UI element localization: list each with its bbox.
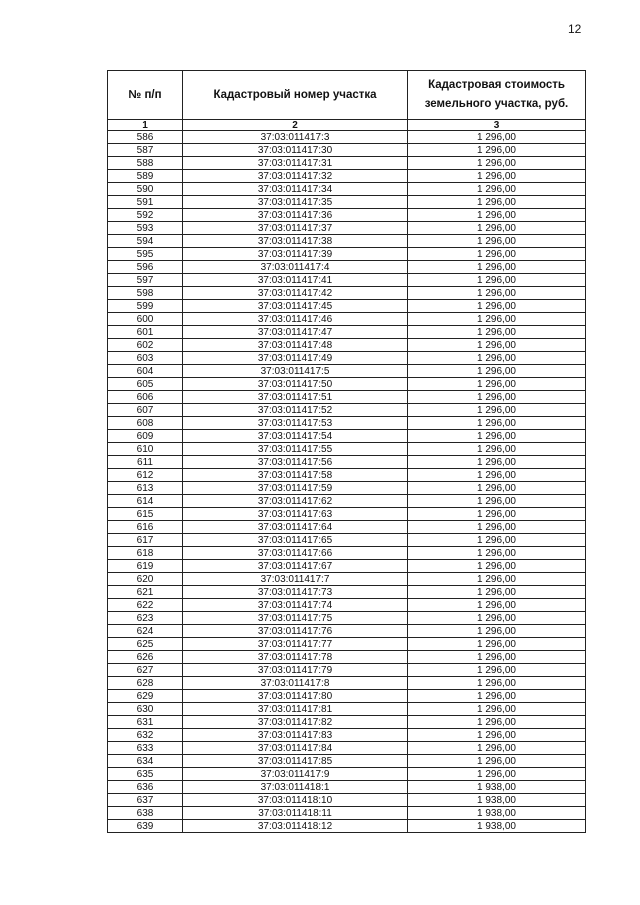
cadastral-number-cell: 37:03:011417:38 — [183, 235, 408, 248]
table-row — [108, 508, 586, 521]
table-row — [108, 651, 586, 664]
table-row — [108, 703, 586, 716]
row-number-cell: 639 — [108, 820, 183, 833]
cadastral-number-cell: 37:03:011417:55 — [183, 443, 408, 456]
table-row — [108, 729, 586, 742]
row-number-cell: 610 — [108, 443, 183, 456]
table-row — [108, 534, 586, 547]
cadastral-value-cell: 1 296,00 — [408, 482, 586, 495]
cadastral-number-cell: 37:03:011417:80 — [183, 690, 408, 703]
table-row — [108, 170, 586, 183]
table-row — [108, 287, 586, 300]
table-row — [108, 222, 586, 235]
cadastral-value-cell: 1 296,00 — [408, 404, 586, 417]
cadastral-value-cell: 1 938,00 — [408, 820, 586, 833]
table-row — [108, 690, 586, 703]
table-row — [108, 261, 586, 274]
table-row — [108, 404, 586, 417]
table-row — [108, 794, 586, 807]
row-number-cell: 594 — [108, 235, 183, 248]
row-number-cell: 586 — [108, 131, 183, 144]
row-number-cell: 629 — [108, 690, 183, 703]
row-number-cell: 616 — [108, 521, 183, 534]
cadastral-number-cell: 37:03:011417:65 — [183, 534, 408, 547]
cadastral-value-cell: 1 296,00 — [408, 326, 586, 339]
cadastral-number-cell: 37:03:011417:32 — [183, 170, 408, 183]
row-number-cell: 636 — [108, 781, 183, 794]
row-number-cell: 614 — [108, 495, 183, 508]
row-number-cell: 618 — [108, 547, 183, 560]
table-row — [108, 495, 586, 508]
column-number: 2 — [183, 120, 408, 131]
cadastral-value-cell: 1 296,00 — [408, 352, 586, 365]
cadastral-value-cell: 1 296,00 — [408, 391, 586, 404]
cadastral-number-cell: 37:03:011417:79 — [183, 664, 408, 677]
cadastral-value-cell: 1 296,00 — [408, 209, 586, 222]
cadastral-value-table — [107, 70, 586, 833]
cadastral-value-cell: 1 296,00 — [408, 378, 586, 391]
cadastral-number-cell: 37:03:011417:67 — [183, 560, 408, 573]
row-number-cell: 600 — [108, 313, 183, 326]
cadastral-number-cell: 37:03:011417:9 — [183, 768, 408, 781]
cadastral-value-cell: 1 296,00 — [408, 690, 586, 703]
row-number-cell: 625 — [108, 638, 183, 651]
table-row — [108, 183, 586, 196]
row-number-cell: 628 — [108, 677, 183, 690]
cadastral-value-cell: 1 296,00 — [408, 664, 586, 677]
cadastral-number-cell: 37:03:011417:64 — [183, 521, 408, 534]
cadastral-number-cell: 37:03:011417:63 — [183, 508, 408, 521]
cadastral-number-cell: 37:03:011417:47 — [183, 326, 408, 339]
cadastral-value-cell: 1 296,00 — [408, 716, 586, 729]
row-number-cell: 633 — [108, 742, 183, 755]
table-row — [108, 820, 586, 833]
cadastral-number-cell: 37:03:011417:39 — [183, 248, 408, 261]
cadastral-value-cell: 1 296,00 — [408, 677, 586, 690]
table-row — [108, 339, 586, 352]
cadastral-value-cell: 1 296,00 — [408, 625, 586, 638]
row-number-cell: 604 — [108, 365, 183, 378]
cadastral-number-cell: 37:03:011417:8 — [183, 677, 408, 690]
row-number-cell: 631 — [108, 716, 183, 729]
cadastral-number-cell: 37:03:011417:36 — [183, 209, 408, 222]
row-number-cell: 620 — [108, 573, 183, 586]
table-row — [108, 521, 586, 534]
cadastral-number-cell: 37:03:011417:73 — [183, 586, 408, 599]
row-number-cell: 605 — [108, 378, 183, 391]
cadastral-value-cell: 1 296,00 — [408, 248, 586, 261]
table-row — [108, 196, 586, 209]
column-number: 3 — [408, 120, 586, 131]
header-row-number: № п/п — [108, 71, 183, 120]
table-row — [108, 248, 586, 261]
cadastral-number-cell: 37:03:011417:37 — [183, 222, 408, 235]
cadastral-number-cell: 37:03:011417:5 — [183, 365, 408, 378]
cadastral-value-cell: 1 296,00 — [408, 612, 586, 625]
cadastral-value-cell: 1 296,00 — [408, 196, 586, 209]
cadastral-value-cell: 1 296,00 — [408, 300, 586, 313]
table-row — [108, 560, 586, 573]
table-row — [108, 768, 586, 781]
cadastral-number-cell: 37:03:011417:83 — [183, 729, 408, 742]
cadastral-number-cell: 37:03:011418:1 — [183, 781, 408, 794]
cadastral-number-cell: 37:03:011417:54 — [183, 430, 408, 443]
table-row — [108, 313, 586, 326]
cadastral-value-cell: 1 296,00 — [408, 495, 586, 508]
table-row — [108, 378, 586, 391]
cadastral-number-cell: 37:03:011417:59 — [183, 482, 408, 495]
row-number-cell: 621 — [108, 586, 183, 599]
table-row — [108, 300, 586, 313]
cadastral-value-cell: 1 296,00 — [408, 443, 586, 456]
table-row — [108, 131, 586, 144]
table-row — [108, 209, 586, 222]
table-row — [108, 781, 586, 794]
cadastral-value-cell: 1 296,00 — [408, 573, 586, 586]
cadastral-number-cell: 37:03:011417:50 — [183, 378, 408, 391]
row-number-cell: 622 — [108, 599, 183, 612]
cadastral-number-cell: 37:03:011417:62 — [183, 495, 408, 508]
row-number-cell: 602 — [108, 339, 183, 352]
table-row — [108, 430, 586, 443]
row-number-cell: 598 — [108, 287, 183, 300]
column-number-row — [108, 120, 586, 131]
cadastral-number-cell: 37:03:011417:7 — [183, 573, 408, 586]
row-number-cell: 589 — [108, 170, 183, 183]
row-number-cell: 611 — [108, 456, 183, 469]
cadastral-value-cell: 1 296,00 — [408, 170, 586, 183]
table-row — [108, 326, 586, 339]
header-cadastral-number: Кадастровый номер участка — [183, 71, 408, 120]
row-number-cell: 612 — [108, 469, 183, 482]
cadastral-number-cell: 37:03:011417:75 — [183, 612, 408, 625]
row-number-cell: 587 — [108, 144, 183, 157]
row-number-cell: 638 — [108, 807, 183, 820]
cadastral-value-cell: 1 296,00 — [408, 417, 586, 430]
cadastral-value-cell: 1 296,00 — [408, 651, 586, 664]
cadastral-number-cell: 37:03:011417:4 — [183, 261, 408, 274]
cadastral-value-cell: 1 296,00 — [408, 508, 586, 521]
cadastral-number-cell: 37:03:011417:82 — [183, 716, 408, 729]
cadastral-value-cell: 1 296,00 — [408, 430, 586, 443]
header-cadastral-value: Кадастровая стоимость земельного участка, руб. — [408, 71, 586, 120]
table-row — [108, 547, 586, 560]
row-number-cell: 630 — [108, 703, 183, 716]
row-number-cell: 615 — [108, 508, 183, 521]
cadastral-value-cell: 1 296,00 — [408, 456, 586, 469]
row-number-cell: 623 — [108, 612, 183, 625]
cadastral-value-cell: 1 296,00 — [408, 157, 586, 170]
cadastral-number-cell: 37:03:011417:48 — [183, 339, 408, 352]
cadastral-value-cell: 1 938,00 — [408, 807, 586, 820]
cadastral-number-cell: 37:03:011417:58 — [183, 469, 408, 482]
cadastral-number-cell: 37:03:011417:34 — [183, 183, 408, 196]
cadastral-value-cell: 1 296,00 — [408, 547, 586, 560]
row-number-cell: 637 — [108, 794, 183, 807]
cadastral-value-cell: 1 296,00 — [408, 534, 586, 547]
cadastral-value-cell: 1 296,00 — [408, 261, 586, 274]
cadastral-number-cell: 37:03:011417:56 — [183, 456, 408, 469]
table-row — [108, 612, 586, 625]
cadastral-number-cell: 37:03:011417:74 — [183, 599, 408, 612]
row-number-cell: 588 — [108, 157, 183, 170]
table-row — [108, 599, 586, 612]
row-number-cell: 592 — [108, 209, 183, 222]
column-number: 1 — [108, 120, 183, 131]
table-row — [108, 638, 586, 651]
cadastral-number-cell: 37:03:011417:85 — [183, 755, 408, 768]
row-number-cell: 591 — [108, 196, 183, 209]
table-row — [108, 807, 586, 820]
cadastral-value-cell: 1 296,00 — [408, 144, 586, 157]
cadastral-value-cell: 1 296,00 — [408, 521, 586, 534]
cadastral-value-cell: 1 296,00 — [408, 235, 586, 248]
cadastral-number-cell: 37:03:011417:84 — [183, 742, 408, 755]
cadastral-value-cell: 1 296,00 — [408, 274, 586, 287]
cadastral-number-cell: 37:03:011417:41 — [183, 274, 408, 287]
cadastral-value-cell: 1 296,00 — [408, 183, 586, 196]
cadastral-number-cell: 37:03:011417:77 — [183, 638, 408, 651]
row-number-cell: 590 — [108, 183, 183, 196]
table-row — [108, 755, 586, 768]
row-number-cell: 626 — [108, 651, 183, 664]
row-number-cell: 619 — [108, 560, 183, 573]
cadastral-value-cell: 1 938,00 — [408, 781, 586, 794]
row-number-cell: 608 — [108, 417, 183, 430]
cadastral-number-cell: 37:03:011418:11 — [183, 807, 408, 820]
row-number-cell: 634 — [108, 755, 183, 768]
cadastral-value-cell: 1 296,00 — [408, 131, 586, 144]
cadastral-number-cell: 37:03:011417:35 — [183, 196, 408, 209]
row-number-cell: 613 — [108, 482, 183, 495]
cadastral-number-cell: 37:03:011417:45 — [183, 300, 408, 313]
row-number-cell: 624 — [108, 625, 183, 638]
table-row — [108, 482, 586, 495]
row-number-cell: 596 — [108, 261, 183, 274]
cadastral-number-cell: 37:03:011417:30 — [183, 144, 408, 157]
table-row — [108, 235, 586, 248]
row-number-cell: 632 — [108, 729, 183, 742]
cadastral-number-cell: 37:03:011417:81 — [183, 703, 408, 716]
table-row — [108, 573, 586, 586]
row-number-cell: 603 — [108, 352, 183, 365]
table-row — [108, 664, 586, 677]
row-number-cell: 593 — [108, 222, 183, 235]
cadastral-value-cell: 1 296,00 — [408, 313, 586, 326]
cadastral-number-cell: 37:03:011417:53 — [183, 417, 408, 430]
row-number-cell: 601 — [108, 326, 183, 339]
row-number-cell: 617 — [108, 534, 183, 547]
cadastral-value-cell: 1 296,00 — [408, 742, 586, 755]
row-number-cell: 595 — [108, 248, 183, 261]
cadastral-value-cell: 1 296,00 — [408, 287, 586, 300]
cadastral-value-cell: 1 296,00 — [408, 703, 586, 716]
cadastral-value-cell: 1 296,00 — [408, 729, 586, 742]
table-row — [108, 157, 586, 170]
header-row — [108, 71, 586, 120]
table-body — [108, 120, 586, 833]
cadastral-value-cell: 1 296,00 — [408, 339, 586, 352]
cadastral-value-cell: 1 296,00 — [408, 586, 586, 599]
cadastral-value-cell: 1 296,00 — [408, 768, 586, 781]
cadastral-number-cell: 37:03:011417:3 — [183, 131, 408, 144]
cadastral-number-cell: 37:03:011417:42 — [183, 287, 408, 300]
cadastral-number-cell: 37:03:011417:49 — [183, 352, 408, 365]
page-number: 12 — [568, 22, 582, 36]
table-row — [108, 144, 586, 157]
table-row — [108, 677, 586, 690]
table-header — [108, 71, 586, 120]
cadastral-number-cell: 37:03:011417:76 — [183, 625, 408, 638]
cadastral-value-cell: 1 296,00 — [408, 469, 586, 482]
table-row — [108, 443, 586, 456]
row-number-cell: 609 — [108, 430, 183, 443]
cadastral-number-cell: 37:03:011418:10 — [183, 794, 408, 807]
row-number-cell: 607 — [108, 404, 183, 417]
cadastral-value-cell: 1 296,00 — [408, 599, 586, 612]
table-row — [108, 365, 586, 378]
cadastral-number-cell: 37:03:011417:51 — [183, 391, 408, 404]
cadastral-value-cell: 1 296,00 — [408, 365, 586, 378]
cadastral-number-cell: 37:03:011417:78 — [183, 651, 408, 664]
cadastral-number-cell: 37:03:011417:46 — [183, 313, 408, 326]
table-row — [108, 586, 586, 599]
row-number-cell: 599 — [108, 300, 183, 313]
table-row — [108, 274, 586, 287]
cadastral-value-cell: 1 296,00 — [408, 560, 586, 573]
row-number-cell: 606 — [108, 391, 183, 404]
table-row — [108, 742, 586, 755]
cadastral-number-cell: 37:03:011417:31 — [183, 157, 408, 170]
cadastral-value-cell: 1 296,00 — [408, 755, 586, 768]
table-row — [108, 391, 586, 404]
table-row — [108, 469, 586, 482]
cadastral-number-cell: 37:03:011417:66 — [183, 547, 408, 560]
cadastral-value-cell: 1 296,00 — [408, 638, 586, 651]
row-number-cell: 597 — [108, 274, 183, 287]
cadastral-value-cell: 1 938,00 — [408, 794, 586, 807]
cadastral-number-cell: 37:03:011418:12 — [183, 820, 408, 833]
table-row — [108, 716, 586, 729]
row-number-cell: 635 — [108, 768, 183, 781]
row-number-cell: 627 — [108, 664, 183, 677]
table-row — [108, 625, 586, 638]
cadastral-value-cell: 1 296,00 — [408, 222, 586, 235]
cadastral-number-cell: 37:03:011417:52 — [183, 404, 408, 417]
table-row — [108, 456, 586, 469]
table-row — [108, 352, 586, 365]
table-row — [108, 417, 586, 430]
